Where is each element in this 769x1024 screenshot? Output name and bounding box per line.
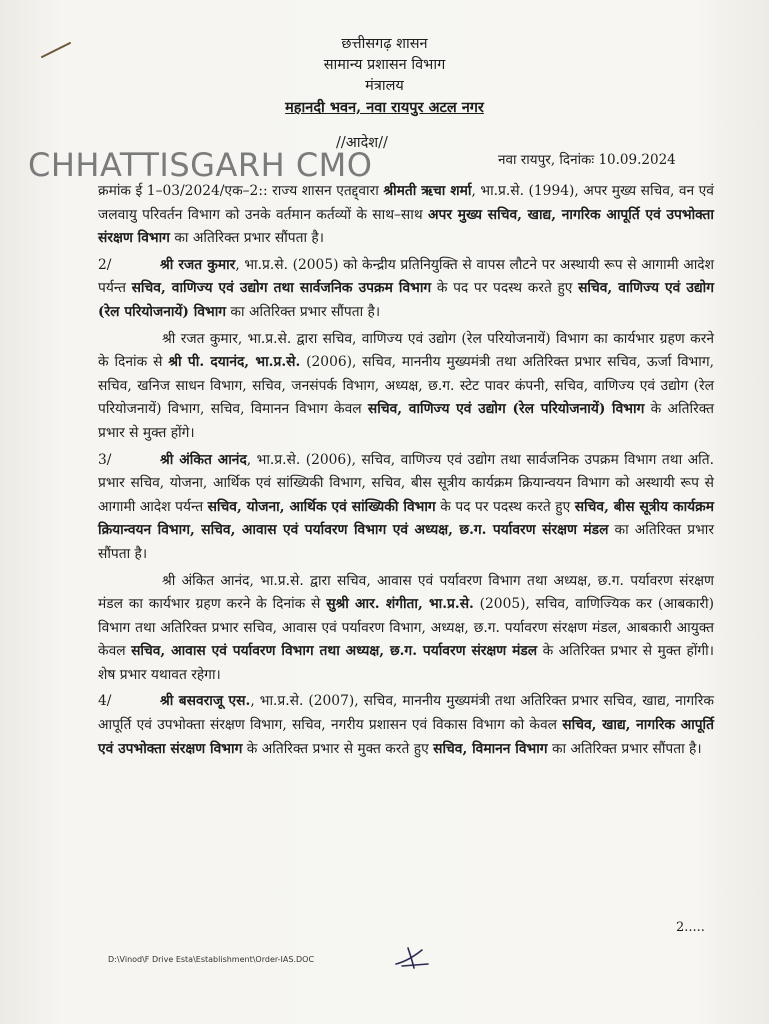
order-body <box>98 180 714 764</box>
signature-mark <box>392 944 432 974</box>
paragraph-1: क्रमांक ई 1–03/2024/एक–2:: राज्य शासन एतद्द्वारा श्रीमती ऋचा शर्मा, भा.प्र.से. (1994), अपर मुख्य सचिव, वन एवं जलवायु परिवर्तन विभाग को उनके वर्तमान कर्तव्यों के साथ–साथ अपर मुख्य सचिव, खाद्य, नागरिक आपूर्ति एवं उपभोक्ता संरक्षण विभाग का अतिरिक्त प्रभार सौंपता है। <box>98 183 714 247</box>
paragraph-5: श्री अंकित आनंद, भा.प्र.से. द्वारा सचिव, आवास एवं पर्यावरण विभाग तथा अध्यक्ष, छ.ग. पर्यावरण संरक्षण मंडल का कार्यभार ग्रहण करने के दिनांक से सुश्री आर. शंगीता, भा.प्र.से. (2005), सचिव, वाणिज्यिक कर (आबकारी) विभाग तथा अतिरिक्त प्रभार सचिव, आवास एवं पर्यावरण विभाग, अध्यक्ष, छ.ग. पर्यावरण संरक्षण मंडल, आबकारी आयुक्त केवल सचिव, आवास एवं पर्यावरण विभाग तथा अध्यक्ष, छ.ग. पर्यावरण संरक्षण मंडल के अतिरिक्त प्रभार से मुक्त होंगी। शेष प्रभार यथावत रहेगा। <box>98 572 714 683</box>
header-state: छत्तीसगढ़ शासन <box>341 36 428 52</box>
paragraph-number: 4/ <box>98 693 112 710</box>
header-ministry: मंत्रालय <box>365 78 404 94</box>
paragraph-2: 2/ श्री रजत कुमार, भा.प्र.से. (2005) को केन्द्रीय प्रतिनियुक्ति से वापस लौटने पर अस्थायी रूप से आगामी आदेश पर्यन्त सचिव, वाणिज्य एवं उद्योग तथा सार्वजनिक उपक्रम विभाग के पद पर पदस्थ करते हुए सचिव, वाणिज्य एवं उद्योग (रेल परियोजनायें) विभाग का अतिरिक्त प्रभार सौंपता है। <box>98 254 714 325</box>
paragraph-3: श्री रजत कुमार, भा.प्र.से. द्वारा सचिव, वाणिज्य एवं उद्योग (रेल परियोजनायें) विभाग का कार्यभार ग्रहण करने के दिनांक से श्री पी. दयानंद, भा.प्र.से. (2006), सचिव, माननीय मुख्यमंत्री तथा अतिरिक्त प्रभार सचिव, ऊर्जा विभाग, सचिव, खनिज साधन विभाग, सचिव, जनसंपर्क विभाग, अध्यक्ष, छ.ग. स्टेट पावर कंपनी, सचिव, वाणिज्य एवं उद्योग (रेल परियोजनायें) विभाग, सचिव, विमानन विभाग केवल सचिव, वाणिज्य एवं उद्योग (रेल परियोजनायें) विभाग के अतिरिक्त प्रभार से मुक्त होंगे। <box>98 330 714 441</box>
footer-file-path: D:\Vinod\F Drive Esta\Establishment\Order-IAS.DOC <box>108 955 315 964</box>
header-address: महानदी भवन, नवा रायपुर अटल नगर <box>285 99 484 116</box>
paragraph-number: 2/ <box>98 256 112 273</box>
page-number: 2..... <box>676 920 705 935</box>
watermark: CHHATTISGARH CMO <box>28 146 373 184</box>
header-department: सामान्य प्रशासन विभाग <box>323 57 446 73</box>
order-heading: //आदेश// <box>336 135 388 151</box>
paragraph-number: 3/ <box>98 451 112 468</box>
paragraph-4: 3/ श्री अंकित आनंद, भा.प्र.से. (2006), सचिव, वाणिज्य एवं उद्योग तथा सार्वजनिक उपक्रम विभाग तथा अति. प्रभार सचिव, योजना, आर्थिक एवं सांख्यिकी विभाग, सचिव, बीस सूत्रीय कार्यक्रम क्रियान्वयन विभाग को अस्थायी रूप से आगामी आदेश पर्यन्त सचिव, योजना, आर्थिक एवं सांख्यिकी विभाग के पद पर पदस्थ करते हुए सचिव, बीस सूत्रीय कार्यक्रम क्रियान्वयन विभाग, सचिव, आवास एवं पर्यावरण विभाग एवं अध्यक्ष, छ.ग. पर्यावरण संरक्षण मंडल का अतिरिक्त प्रभार सौंपता है। <box>98 449 714 567</box>
order-date: नवा रायपुर, दिनांकः 10.09.2024 <box>498 152 676 168</box>
letterhead <box>0 34 769 118</box>
paragraph-6: 4/ श्री बसवराजू एस., भा.प्र.से. (2007), सचिव, माननीय मुख्यमंत्री तथा अतिरिक्त प्रभार सचिव, खाद्य, नागरिक आपूर्ति एवं उपभोक्ता संरक्षण विभाग, सचिव, नगरीय प्रशासन एवं विकास विभाग को केवल सचिव, खाद्य, नागरिक आपूर्ति एवं उपभोक्ता संरक्षण विभाग के अतिरिक्त प्रभार से मुक्त करते हुए सचिव, विमानन विभाग का अतिरिक्त प्रभार सौंपता है। <box>98 690 714 761</box>
